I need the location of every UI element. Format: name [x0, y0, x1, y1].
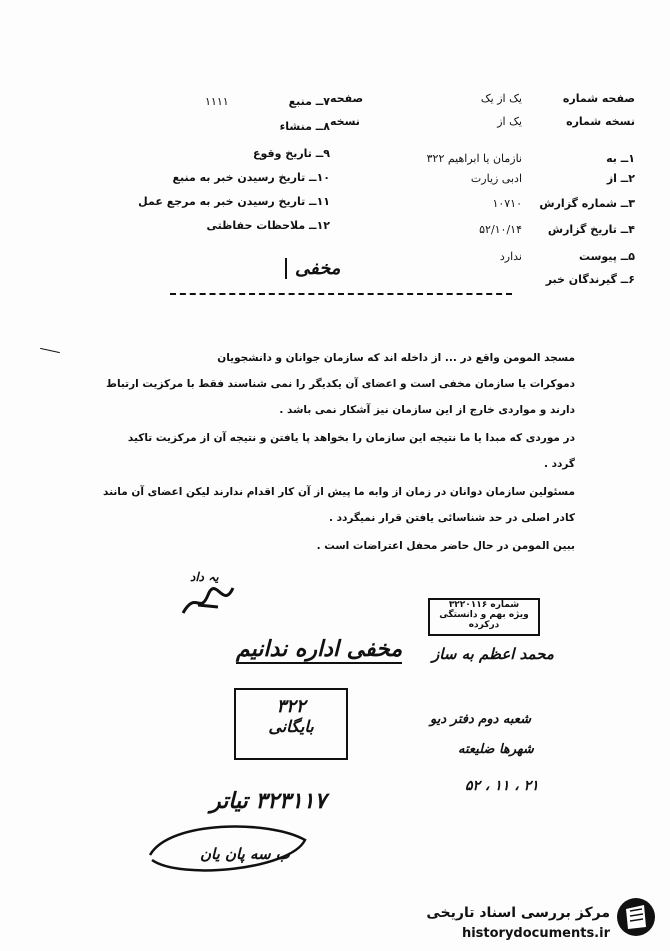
report-body-line: مسجد المومن واقع در ... از داخله اند که سازمان جوانان و دانشجویان [217, 352, 575, 364]
handwritten-name: محمد اعظم به ساز [432, 645, 554, 663]
report-body-line: گردد . [543, 458, 575, 470]
report-body-line: ببین المومن در حال حاضر محفل اعتراضات است . [316, 540, 575, 552]
archive-stamp-box [234, 688, 348, 760]
note-right-line1: شعبه دوم دفتر دیو [430, 712, 531, 727]
note-right-line2: شهرها ضلیعته [458, 742, 534, 757]
stamp-number: شماره ۳۲۲۰۱۱۶ [448, 600, 520, 610]
report-body-line: کادر اصلی در حد شناسائی یافتن قرار نمیگردد . [328, 512, 575, 524]
report-body-line: مسئولین سازمان دوانان در زمان از وابه ما پیش از آن کار اقدام ندارند لیکن اعضای آن مانند [103, 486, 575, 498]
footer-org-title: مرکز بررسی اسناد تاریخی [426, 905, 610, 921]
classification-stamp: مخفی اداره ندانیم [236, 636, 403, 662]
header-field-value: ۱۱۱۱ [205, 95, 229, 108]
header-field-value: ندارد [499, 250, 522, 263]
file-number: ۳۲۳۱۱۷ تیاتر [210, 788, 327, 814]
footer-url: historydocuments.ir [461, 926, 610, 941]
header-field-label: ۳ــ شماره گزارش [539, 197, 635, 210]
header-field-label: ۵ــ پیوست [578, 250, 635, 263]
registration-stamp [428, 598, 540, 636]
report-body-line: در موردی که مبدا یا ما نتیجه این سازمان را بخواهد پا یافتن و نتیجه آن از مرکزیت تاکید [127, 432, 575, 444]
header-field-label: نسخه شماره [566, 115, 635, 128]
header-field-label: ۱۲ــ ملاحظات حفاظتی [206, 219, 330, 232]
header-field-value: نازمان یا ابراهیم ۳۲۲ [426, 152, 522, 165]
report-body-line: دموکرات یا سازمان مخفی است و اعضای آن یکدیگر را نمی شناسند فقط با مرکزیت ارتباط [106, 378, 575, 390]
header-field-value: یک از یک [480, 92, 522, 105]
header-field-value: ۵۲/۱۰/۱۴ [479, 223, 522, 236]
header-field-label: ۶ــ گیرندگان خبر [545, 273, 635, 286]
header-field-label: نسخه [330, 115, 360, 128]
archive-number: ۳۲۲ [276, 696, 306, 717]
header-field-label: ۴ــ تاریخ گزارش [547, 223, 635, 236]
header-field-label: صفحه [330, 92, 364, 105]
archive-label: بایگانی [268, 717, 314, 736]
header-field-label: ۱ــ به [606, 152, 635, 165]
note-right-date: ۵۲ ، ۱۱ ، ۲۱ [465, 778, 539, 794]
header-field-label: ۸ــ منشاء [279, 120, 330, 133]
header-field-label: ۹ــ تاریخ وقوع [253, 147, 330, 160]
initials-scribble [178, 585, 238, 620]
header-field-value: ادبی زیارت [470, 172, 522, 185]
archive-logo-icon [616, 897, 656, 937]
header-field-label: صفحه شماره [562, 92, 635, 105]
signature: ب سه پان یان [200, 845, 290, 863]
header-field-value: یک از [497, 115, 522, 128]
header-field-label: ۱۰ــ تاریخ رسیدن خبر به منبع [172, 171, 330, 184]
recipients-handwriting: مخفی [285, 258, 340, 279]
stamp-subtitle: ویژه بهم و دانستگی درکرده [439, 610, 529, 630]
report-body-line: دارند و مواردی خارج از این سازمان نیز آشکار نمی باشد . [279, 404, 575, 416]
handwritten-note: یہ داد [190, 570, 219, 584]
header-field-label: ۲ــ از [606, 172, 635, 185]
header-divider [170, 293, 512, 295]
header-field-label: ۱۱ــ تاریخ رسیدن خبر به مرجع عمل [138, 195, 330, 208]
header-field-value: ۱۰۷۱۰ [492, 197, 522, 210]
header-field-label: ۷ــ منبع [288, 95, 330, 108]
